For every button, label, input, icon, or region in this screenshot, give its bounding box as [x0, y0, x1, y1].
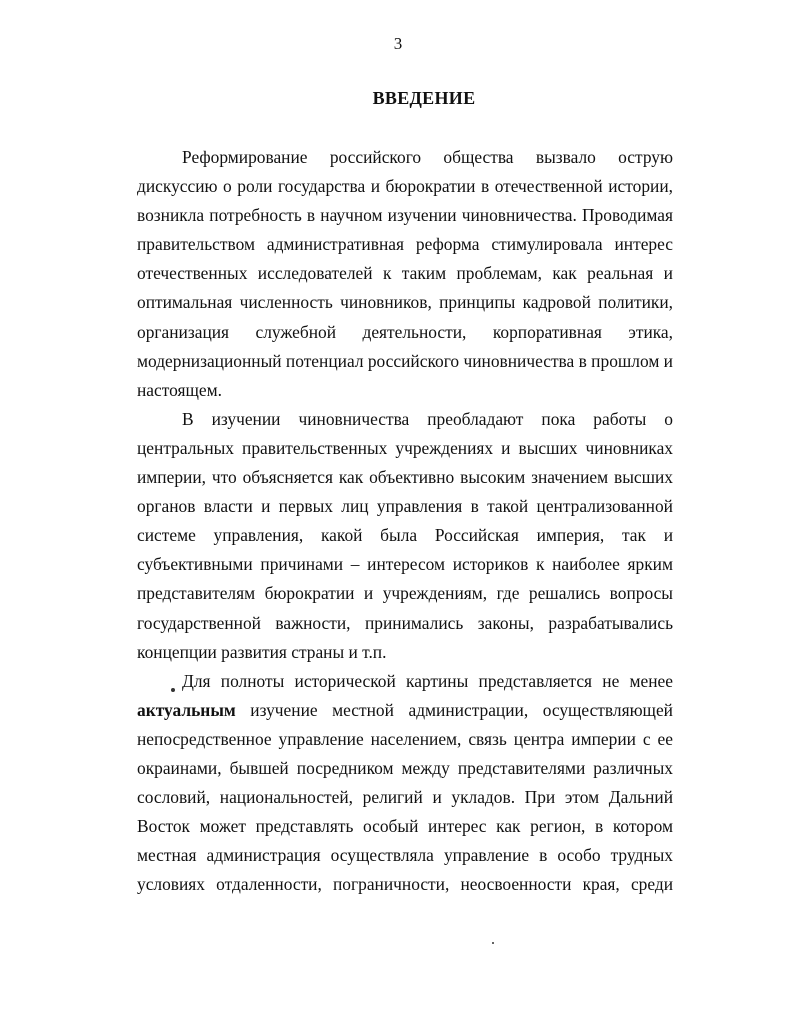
- paragraph-2: В изучении чиновничества преобладают пока работы о центральных правительственных учреждениях и высших чиновниках империи, что объясняется как объективно высоким значением высших органов власти и первых лиц управления в такой централизованной системе управления, какой была Российская империя, так и субъективными причинами – интересом историков к наиболее ярким представителям бюрократии и учреждениям, где решались вопросы государственной важности, принимались законы, разрабатывались концепции развития страны и т.п.: [137, 408, 673, 662]
- section-title: ВВЕДЕНИЕ: [372, 88, 476, 108]
- paragraph-3-start: Для полноты исторической картины представляется не менее: [182, 670, 673, 691]
- paragraph-3-bold-word: актуальным: [137, 699, 236, 720]
- page-number: 3: [393, 34, 403, 53]
- paragraph-3: [137, 667, 673, 900]
- paragraph-3-rest: изучение местной администрации, осуществляющей непосредственное управление населением, связь центра империи с ее окраинами, бывшей посредником между представителями различных сословий, национальностей, религий и укладов. При этом Дальний Восток может представлять особый интерес как регион, в котором местная администрация осуществляла управление в особо трудных условиях отдаленности, пограничности, неосвоенности края, среди: [137, 699, 673, 895]
- scan-speck: [171, 688, 175, 692]
- body-text: [137, 143, 673, 899]
- scan-speck: [492, 942, 494, 944]
- paragraph-1: Реформирование российского общества вызвало острую дискуссию о роли государства и бюрократии в отечественной истории, возникла потребность в научном изучении чиновничества. Проводимая правительством административная реформа стимулировала интерес отечественных исследователей к таким проблемам, как реальная и оптимальная численность чиновников, принципы кадровой политики, организация служебной деятельности, корпоративная этика, модернизационный потенциал российского чиновничества в прошлом и настоящем.: [137, 147, 673, 400]
